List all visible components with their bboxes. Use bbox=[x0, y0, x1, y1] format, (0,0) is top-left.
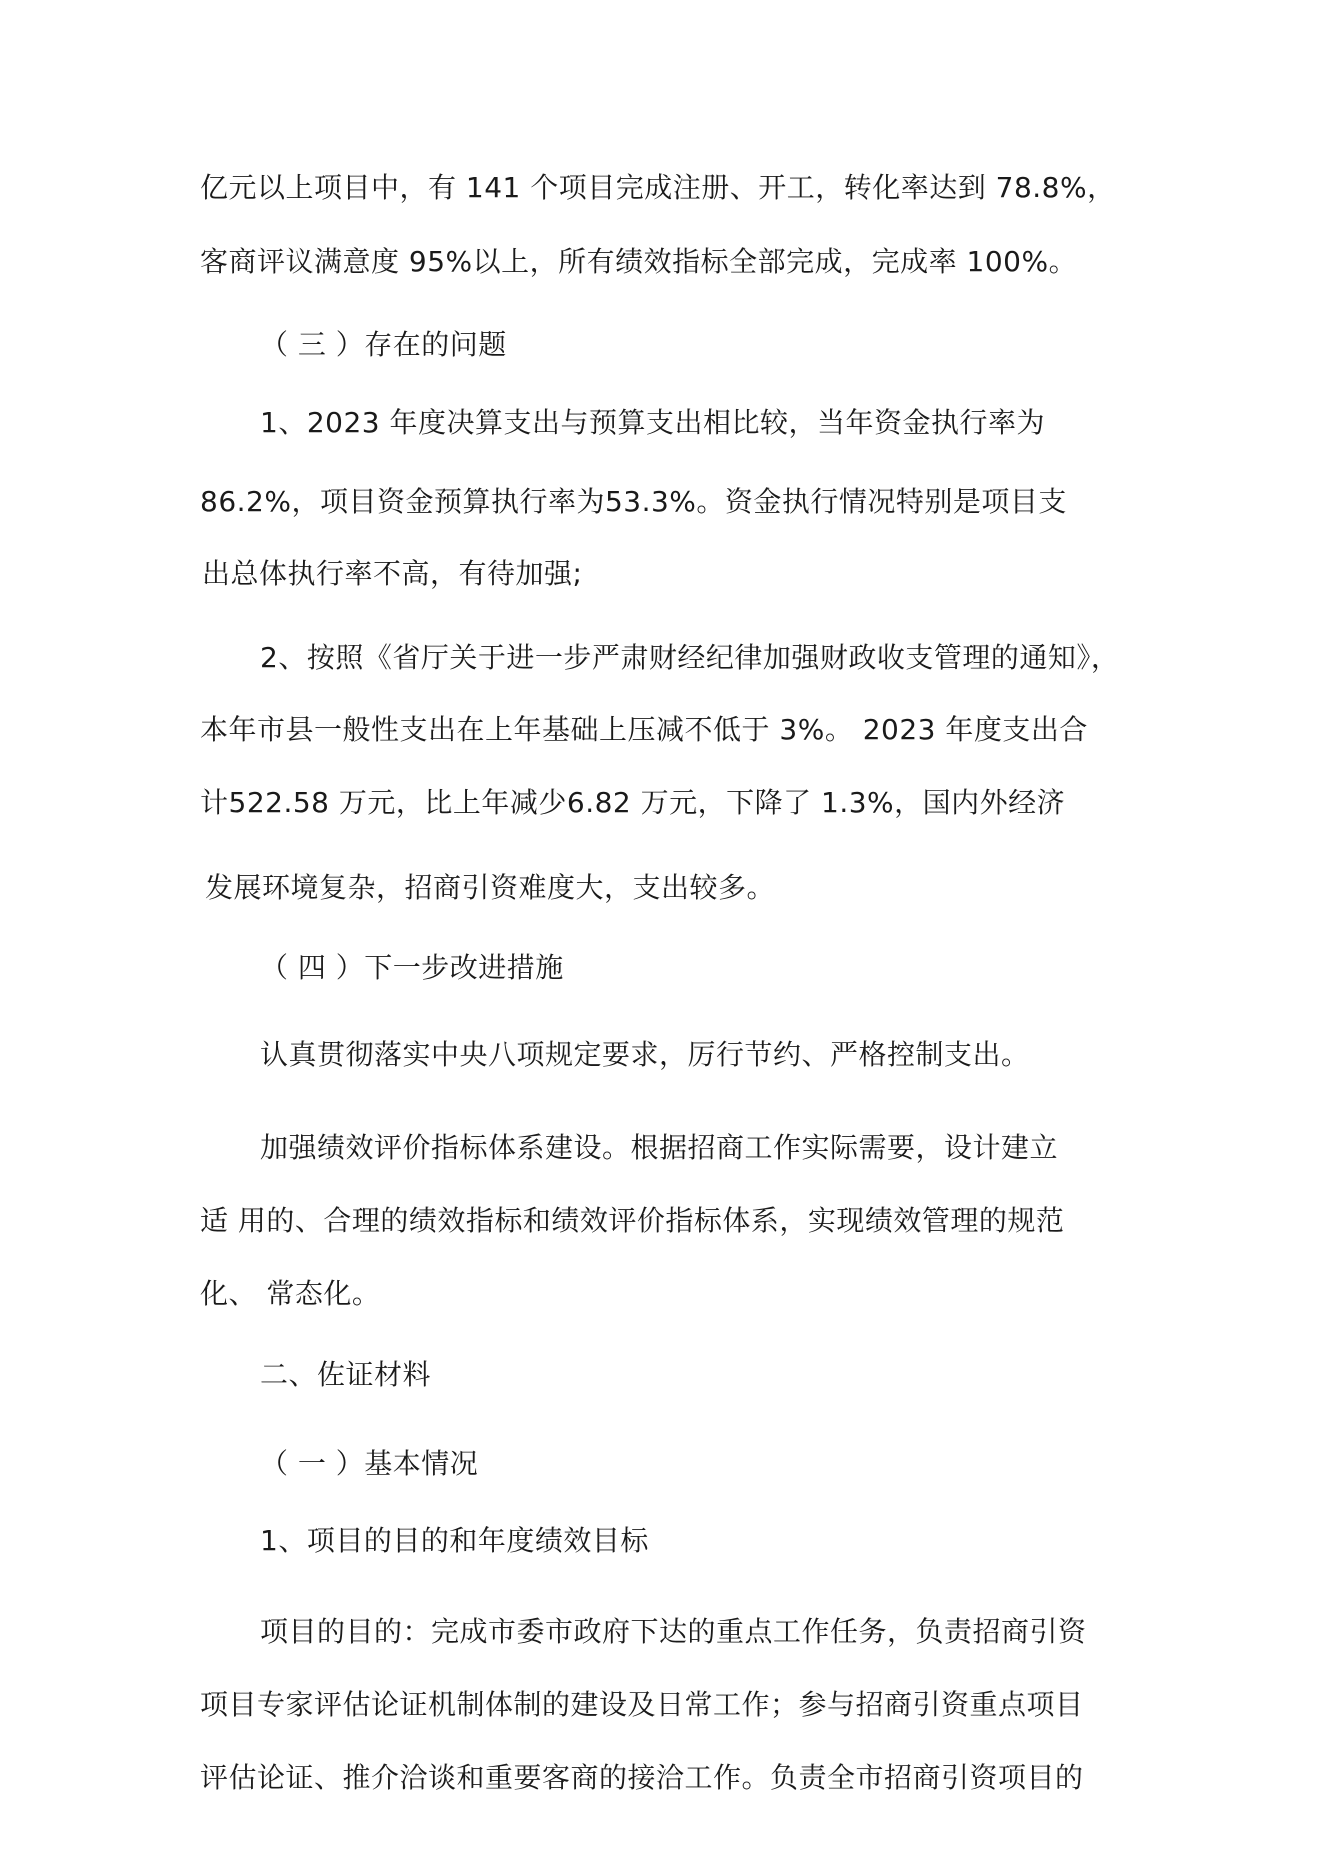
section-heading-objectives: 1、项目的目的和年度绩效目标 bbox=[260, 1524, 649, 1557]
section-heading-evidence: 二、佐证材料 bbox=[260, 1358, 432, 1391]
section-heading-improvements: （ 四 ）下一步改进措施 bbox=[260, 951, 564, 984]
paragraph-line-7: 2、按照《省厅关于进一步严肃财经纪律加强财政收支管理的通知》， bbox=[260, 641, 1120, 674]
paragraph-line-6: 出总体执行率不高，有待加强; bbox=[202, 557, 583, 590]
section-heading-basic-info: （ 一 ）基本情况 bbox=[260, 1447, 479, 1480]
paragraph-line-2: 客商评议满意度 95%以上，所有绩效指标全部完成，完成率 100%。 bbox=[200, 245, 1078, 278]
paragraph-line-19: 项目的目的：完成市委市政府下达的重点工作任务，负责招商引资 bbox=[260, 1615, 1087, 1648]
paragraph-line-5: 86.2%，项目资金预算执行率为53.3%。资金执行情况特别是项目支 bbox=[200, 485, 1067, 518]
paragraph-line-1: 亿元以上项目中，有 141 个项目完成注册、开工，转化率达到 78.8%， bbox=[200, 171, 1116, 204]
paragraph-line-12: 认真贯彻落实中央八项规定要求，厉行节约、严格控制支出。 bbox=[260, 1038, 1030, 1071]
paragraph-line-4: 1、2023 年度决算支出与预算支出相比较，当年资金执行率为 bbox=[260, 406, 1045, 439]
paragraph-line-8: 本年市县一般性支出在上年基础上压减不低于 3%。 2023 年度支出合 bbox=[200, 713, 1088, 746]
paragraph-line-9: 计522.58 万元，比上年减少6.82 万元，下降了 1.3%，国内外经济 bbox=[200, 786, 1066, 819]
paragraph-line-14: 适 用的、合理的绩效指标和绩效评价指标体系，实现绩效管理的规范 bbox=[200, 1204, 1065, 1237]
paragraph-line-10: 发展环境复杂，招商引资难度大，支出较多。 bbox=[205, 871, 776, 904]
paragraph-line-15: 化、 常态化。 bbox=[200, 1277, 381, 1310]
paragraph-line-20: 项目专家评估论证机制体制的建设及日常工作；参与招商引资重点项目 bbox=[200, 1688, 1084, 1721]
paragraph-line-21: 评估论证、推介洽谈和重要客商的接洽工作。负责全市招商引资项目的 bbox=[200, 1761, 1084, 1794]
section-heading-issues: （ 三 ）存在的问题 bbox=[260, 328, 507, 361]
paragraph-line-13: 加强绩效评价指标体系建设。根据招商工作实际需要，设计建立 bbox=[260, 1131, 1059, 1164]
